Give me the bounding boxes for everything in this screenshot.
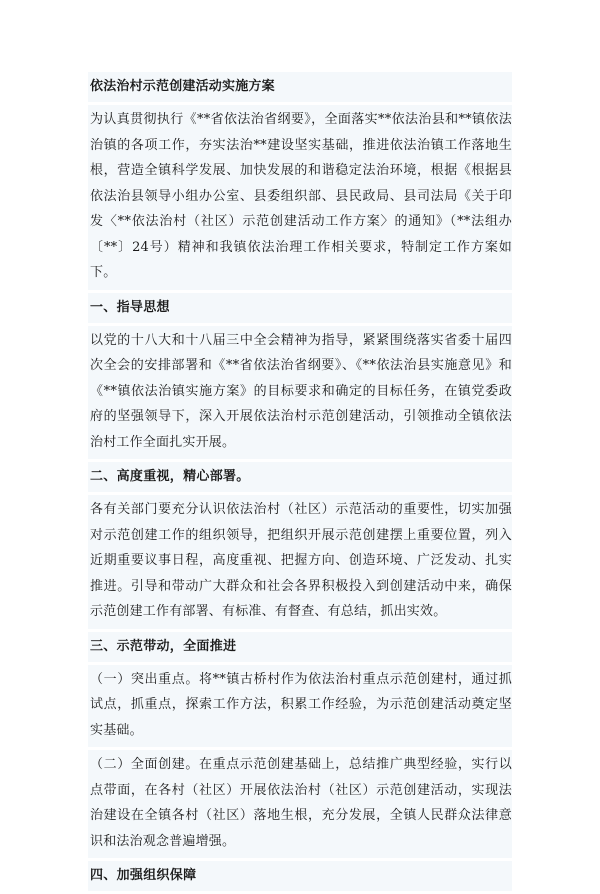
document-page xyxy=(88,72,512,894)
section-paragraph: （一）突出重点。将**镇古桥村作为依法治村重点示范创建村，通过抓试点，抓重点，探索工作方法，积累工作经验，为示范创建活动奠定坚实基础。 xyxy=(88,665,512,748)
section-paragraph: 各有关部门要充分认识依法治村（社区）示范活动的重要性，切实加强对示范创建工作的组织领导，把组织开展示范创建摆上重要位置，列入近期重要议事日程，高度重视、把握方向、创造环境、广泛发动、扎实推进。引导和带动广大群众和社会各界积极投入到创建活动中来，确保示范创建工作有部署、有标准、有督查、有总结，抓出实效。 xyxy=(88,495,512,629)
section-paragraph: 以党的十八大和十八届三中全会精神为指导，紧紧围绕落实省委十届四次全会的安排部署和《**省依法治省纲要》、《**依法治县实施意见》和《**镇依法治镇实施方案》的目标要求和确定的目标任务，在镇党委政府的坚强领导下，深入开展依法治村示范创建活动，引领推动全镇依法治村工作全面扎实开展。 xyxy=(88,326,512,460)
section-heading-attention-deployment: 二、高度重视，精心部署。 xyxy=(88,462,512,492)
section-heading-organization-guarantee: 四、加强组织保障 xyxy=(88,861,512,891)
section-heading-demonstration: 三、示范带动，全面推进 xyxy=(88,632,512,662)
section-heading-guiding-ideology: 一、指导思想 xyxy=(88,293,512,323)
intro-paragraph: 为认真贯彻执行《**省依法治省纲要》，全面落实**依法治县和**镇依法治镇的各项工作，夯实法治**建设坚实基础，推进依法治镇工作落地生根，营造全镇科学发展、加快发展的和谐稳定法治环境，根据《根据县依法治县领导小组办公室、县委组织部、县民政局、县司法局《关于印发〈**依法治村（社区）示范创建活动工作方案〉的通知》（**法组办〔**〕24号）精神和我镇依法治理工作相关要求，特制定工作方案如下。 xyxy=(88,105,512,290)
section-paragraph: （二）全面创建。在重点示范创建基础上，总结推广典型经验，实行以点带面，在各村（社区）开展依法治村（社区）示范创建活动，实现法治建设在全镇各村（社区）落地生根，充分发展，全镇人民群众法律意识和法治观念普遍增强。 xyxy=(88,750,512,858)
document-title: 依法治村示范创建活动实施方案 xyxy=(88,72,512,102)
